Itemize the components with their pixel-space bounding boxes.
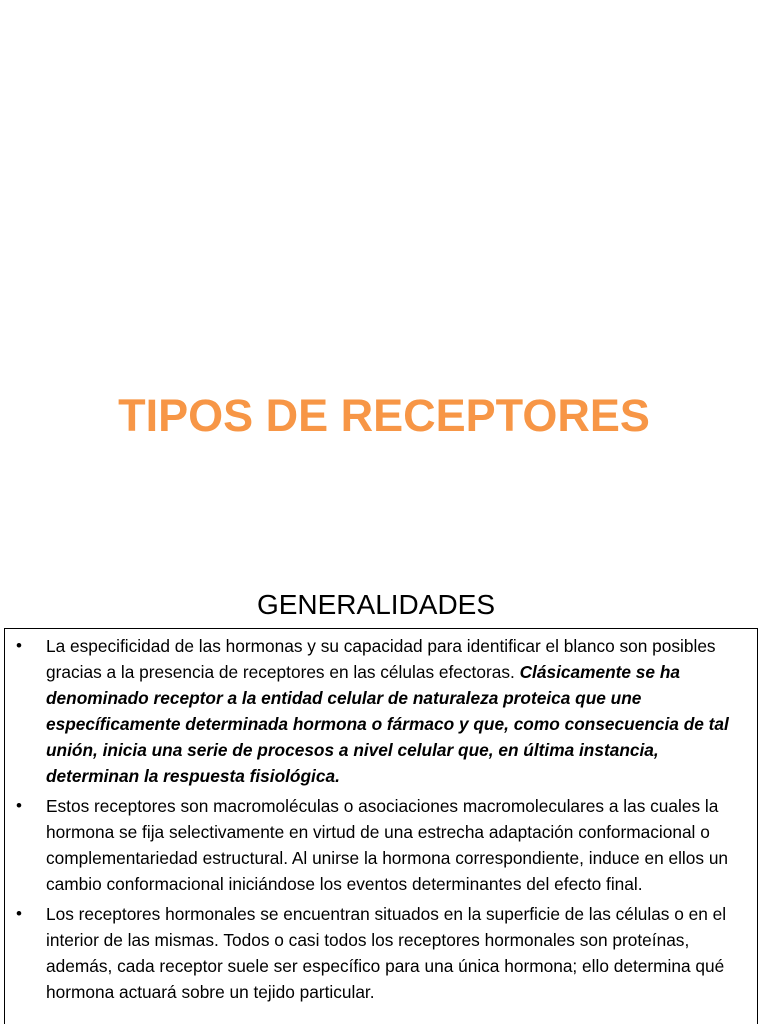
bullet-text: Los receptores hormonales se encuentran situados en la superficie de las células o en el interior de las mismas. Todos o casi todos los receptores hormonales son proteínas, además, cada receptor suele ser específico para una única hormona; ello determina qué hormona actuará sobre un tejido particular. (46, 904, 727, 1002)
bullet-marker: • (16, 796, 22, 815)
bullet-text: Estos receptores son macromoléculas o asociaciones macromoleculares a las cuales la hormona se fija selectivamente en virtud de una estrecha adaptación conformacional o complementariedad estructural. Al unirse la hormona correspondiente, induce en ellos un cambio conformacional iniciándose los eventos determinantes del efecto final. (46, 796, 729, 894)
bullet-marker: • (16, 904, 22, 923)
bullet-item-specificity (5, 633, 749, 789)
bullet-emphasis-text: Clásicamente se ha denominado receptor a la entidad celular de naturaleza proteica que une específicamente determinada hormona o fármaco y que, como consecuencia de tal unión, inicia una serie de procesos a nivel celular que, en última instancia, determinan la respuesta fisiológica. (46, 662, 729, 786)
bullet-item-location (5, 901, 749, 1005)
bullet-marker: • (16, 636, 22, 655)
bullet-item-macromolecules (5, 793, 749, 897)
content-box (4, 628, 758, 1024)
bullet-list (5, 629, 757, 1005)
bullet-text: La especificidad de las hormonas y su capacidad para identificar el blanco son posibles gracias a la presencia de receptores en las células efectoras. (46, 636, 716, 682)
section-heading: GENERALIDADES (256, 589, 496, 620)
slide-title: TIPOS DE RECEPTORES (118, 390, 650, 441)
